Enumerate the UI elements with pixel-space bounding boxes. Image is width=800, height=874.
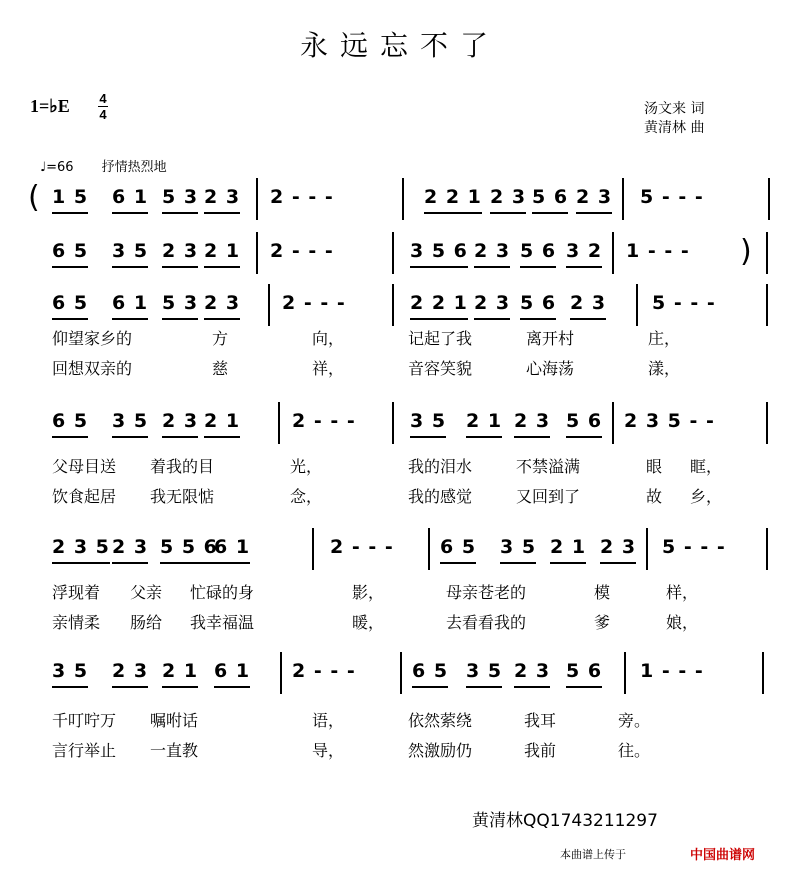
underline-beam — [204, 266, 240, 268]
score-note-group: 5 3 — [162, 292, 198, 314]
lyric-segment: 旁。 — [618, 711, 651, 730]
lyric-segment: 母亲苍老的 — [446, 583, 527, 602]
repeat-close-paren: ) — [740, 234, 752, 269]
underline-beam — [600, 562, 636, 564]
lyric-segment: 去看看我的 — [446, 613, 527, 632]
score-note-group: 2 3 5 - - — [624, 410, 715, 432]
lyric-segment: 我无限惦 — [150, 487, 215, 506]
lyric-segment: 方 — [212, 329, 229, 348]
underline-beam — [112, 562, 148, 564]
lyric-segment: 向， — [312, 329, 345, 348]
lyric-segment: 模 — [594, 583, 611, 602]
underline-beam — [576, 212, 612, 214]
lyric-segment: 娘， — [666, 613, 699, 632]
bar-line — [624, 652, 626, 694]
bar-line — [400, 652, 402, 694]
score-line — [0, 660, 800, 704]
bar-line — [768, 178, 770, 220]
score-note-group: 5 5 6 — [160, 536, 218, 558]
score-note-group: 2 3 — [514, 660, 550, 682]
underline-beam — [514, 436, 550, 438]
underline-beam — [424, 212, 482, 214]
score-note-group: 6 1 — [112, 186, 148, 208]
lyric-segment: 又回到了 — [516, 487, 581, 506]
repeat-open-paren: ( — [28, 180, 40, 215]
underline-beam — [550, 562, 586, 564]
lyric-segment: 嘱咐话 — [150, 711, 199, 730]
score-note-group: 6 5 — [412, 660, 448, 682]
underline-beam — [160, 562, 218, 564]
underline-beam — [112, 436, 148, 438]
score-line — [0, 410, 800, 454]
underline-beam — [52, 562, 110, 564]
lyric-segment: 我耳 — [524, 711, 557, 730]
bar-line — [766, 402, 768, 444]
lyric-segment: 着我的目 — [150, 457, 215, 476]
bar-line — [280, 652, 282, 694]
score-line — [0, 186, 800, 230]
underline-beam — [162, 686, 198, 688]
underline-beam — [410, 266, 468, 268]
composer: 黄清林 曲 — [644, 120, 705, 136]
bar-line — [392, 232, 394, 274]
score-note-group: 2 3 — [204, 292, 240, 314]
score-line — [0, 240, 800, 284]
score-note-group: 2 3 — [204, 186, 240, 208]
score-note-group: 2 3 — [600, 536, 636, 558]
underline-beam — [500, 562, 536, 564]
underline-beam — [520, 266, 556, 268]
score-note-group: 3 5 6 — [410, 240, 468, 262]
score-note-group: 3 5 — [112, 240, 148, 262]
score-note-group: 3 5 — [410, 410, 446, 432]
bar-line — [766, 232, 768, 274]
bar-line — [256, 232, 258, 274]
lyric-segment: 我的感觉 — [408, 487, 473, 506]
score-note-group: 2 3 — [474, 240, 510, 262]
score-note-group: 6 5 — [52, 410, 88, 432]
underline-beam — [566, 686, 602, 688]
lyric-segment: 不禁溢满 — [516, 457, 581, 476]
score-note-group: 2 3 — [112, 660, 148, 682]
underline-beam — [204, 436, 240, 438]
song-title: 永远忘不了 — [299, 29, 500, 62]
lyric-segment: 慈 — [212, 359, 229, 378]
lyric-segment: 离开村 — [526, 329, 575, 348]
lyric-segment: 音容笑貌 — [408, 359, 473, 378]
score-note-group: 5 6 — [566, 410, 602, 432]
score-note-group: 2 3 — [162, 410, 198, 432]
lyric-segment: 然激励仍 — [408, 741, 473, 760]
bar-line — [762, 652, 764, 694]
score-line — [0, 536, 800, 580]
underline-beam — [112, 212, 148, 214]
underline-beam — [162, 318, 198, 320]
underline-beam — [112, 266, 148, 268]
score-note-group: 5 - - - — [640, 186, 704, 208]
lyric-segment: 回想双亲的 — [52, 359, 133, 378]
lyric-segment: 光， — [290, 457, 323, 476]
underline-beam — [474, 318, 510, 320]
score-note-group: 2 1 — [162, 660, 198, 682]
lyric-segment: 乡， — [690, 487, 723, 506]
score-note-group: 3 5 — [52, 660, 88, 682]
score-note-group: 6 5 — [440, 536, 476, 558]
bar-line — [402, 178, 404, 220]
score-note-group: 2 1 — [204, 240, 240, 262]
underline-beam — [474, 266, 510, 268]
score-note-group: 6 5 — [52, 292, 88, 314]
lyric-segment: 浮现着 — [52, 583, 101, 602]
lyric-segment: 眼 — [646, 457, 663, 476]
score-note-group: 1 - - - — [626, 240, 690, 262]
underline-beam — [570, 318, 606, 320]
bar-line — [428, 528, 430, 570]
score-note-group: 6 5 — [52, 240, 88, 262]
underline-beam — [52, 436, 88, 438]
underline-beam — [214, 562, 250, 564]
lyric-segment: 漾， — [648, 359, 681, 378]
score-note-group: 5 6 — [532, 186, 568, 208]
lyric-segment: 祥， — [312, 359, 345, 378]
score-note-group: 2 - - - — [330, 536, 394, 558]
underline-beam — [532, 212, 568, 214]
underline-beam — [204, 212, 240, 214]
underline-beam — [204, 318, 240, 320]
underline-beam — [52, 318, 88, 320]
time-signature: 4 4 — [99, 91, 107, 122]
score-note-group: 5 - - - — [652, 292, 716, 314]
bar-line — [392, 284, 394, 326]
tempo-expression: 抒情热烈地 — [101, 160, 167, 175]
lyric-segment: 亲情柔 — [52, 613, 101, 632]
bar-line — [612, 402, 614, 444]
score-note-group: 5 6 — [520, 240, 556, 262]
lyric-segment: 我前 — [524, 741, 557, 760]
bar-line — [636, 284, 638, 326]
lyric-segment: 饮食起居 — [52, 487, 117, 506]
underline-beam — [162, 436, 198, 438]
underline-beam — [410, 318, 468, 320]
bar-line — [612, 232, 614, 274]
site-logo[interactable]: 中国曲谱网 — [690, 848, 756, 863]
score-note-group: 1 - - - — [640, 660, 704, 682]
bar-line — [312, 528, 314, 570]
tempo-marking — [40, 156, 167, 175]
lyric-segment: 肠给 — [130, 613, 163, 632]
score-note-group: 2 3 — [474, 292, 510, 314]
score-note-group: 2 - - - — [292, 660, 356, 682]
bar-line — [766, 528, 768, 570]
score-note-group: 2 - - - — [292, 410, 356, 432]
underline-beam — [466, 686, 502, 688]
score-note-group: 2 3 — [514, 410, 550, 432]
underline-beam — [466, 436, 502, 438]
score-note-group: 6 1 — [214, 536, 250, 558]
score-note-group: 2 1 — [550, 536, 586, 558]
lyric-segment: 眶， — [690, 457, 723, 476]
underline-beam — [162, 212, 198, 214]
underline-beam — [566, 266, 602, 268]
score-note-group: 2 2 1 — [424, 186, 482, 208]
bar-line — [646, 528, 648, 570]
underline-beam — [520, 318, 556, 320]
score-note-group: 5 6 — [520, 292, 556, 314]
score-note-group: 3 2 — [566, 240, 602, 262]
score-note-group: 2 3 — [576, 186, 612, 208]
footer-signature: 黄清林QQ1743211297 — [472, 811, 658, 831]
key-signature: 1=♭E — [30, 96, 70, 116]
lyric-segment: 一直教 — [150, 741, 199, 760]
credits — [644, 100, 704, 138]
underline-beam — [52, 266, 88, 268]
lyric-segment: 影， — [352, 583, 385, 602]
lyric-segment: 语， — [312, 711, 345, 730]
lyric-segment: 父母目送 — [52, 457, 117, 476]
score-note-group: 2 3 — [162, 240, 198, 262]
lyric-segment: 暖， — [352, 613, 385, 632]
lyric-segment: 记起了我 — [408, 329, 473, 348]
score-note-group: 2 - - - — [282, 292, 346, 314]
bar-line — [256, 178, 258, 220]
underline-beam — [52, 212, 88, 214]
lyric-segment: 父亲 — [130, 583, 163, 602]
lyric-segment: 念， — [290, 487, 323, 506]
lyric-segment: 言行举止 — [52, 741, 117, 760]
score-note-group: 3 5 — [466, 660, 502, 682]
lyric-segment: 样， — [666, 583, 699, 602]
score-note-group: 5 6 — [566, 660, 602, 682]
score-note-group: 6 1 — [112, 292, 148, 314]
lyric-segment: 往。 — [618, 741, 651, 760]
score-note-group: 2 3 — [570, 292, 606, 314]
score-note-group: 1 5 — [52, 186, 88, 208]
lyric-segment: 庄， — [648, 329, 681, 348]
tempo-bpm: ♩=66 — [40, 160, 74, 175]
score-note-group: 2 - - - — [270, 240, 334, 262]
bar-line — [766, 284, 768, 326]
lyric-segment: 导， — [312, 741, 345, 760]
score-note-group: 3 5 — [500, 536, 536, 558]
lyric-segment: 心海荡 — [526, 359, 575, 378]
score-note-group: 2 3 — [112, 536, 148, 558]
score-note-group: 2 1 — [466, 410, 502, 432]
underline-beam — [52, 686, 88, 688]
score-note-group: 2 2 1 — [410, 292, 468, 314]
lyric-segment: 依然萦绕 — [408, 711, 473, 730]
score-note-group: 2 1 — [204, 410, 240, 432]
underline-beam — [214, 686, 250, 688]
lyric-segment: 千叮咛万 — [52, 711, 117, 730]
underline-beam — [410, 436, 446, 438]
bar-line — [278, 402, 280, 444]
lyric-segment: 我幸福温 — [190, 613, 255, 632]
underline-beam — [162, 266, 198, 268]
underline-beam — [112, 318, 148, 320]
lyric-segment: 忙碌的身 — [190, 583, 255, 602]
lyric-segment: 爹 — [594, 613, 611, 632]
underline-beam — [514, 686, 550, 688]
score-note-group: 2 3 — [490, 186, 526, 208]
bar-line — [622, 178, 624, 220]
underline-beam — [112, 686, 148, 688]
score-note-group: 2 3 5 — [52, 536, 110, 558]
lyricist: 汤文来 词 — [644, 101, 705, 117]
score-note-group: 2 - - - — [270, 186, 334, 208]
underline-beam — [412, 686, 448, 688]
score-note-group: 6 1 — [214, 660, 250, 682]
bar-line — [392, 402, 394, 444]
score-note-group: 3 5 — [112, 410, 148, 432]
underline-beam — [566, 436, 602, 438]
lyric-segment: 仰望家乡的 — [52, 329, 133, 348]
bar-line — [268, 284, 270, 326]
lyric-segment: 故 — [646, 487, 663, 506]
lyric-segment: 我的泪水 — [408, 457, 473, 476]
score-note-group: 5 3 — [162, 186, 198, 208]
underline-beam — [440, 562, 476, 564]
underline-beam — [490, 212, 526, 214]
upload-note: 本曲谱上传于 — [560, 848, 626, 861]
score-note-group: 5 - - - — [662, 536, 726, 558]
